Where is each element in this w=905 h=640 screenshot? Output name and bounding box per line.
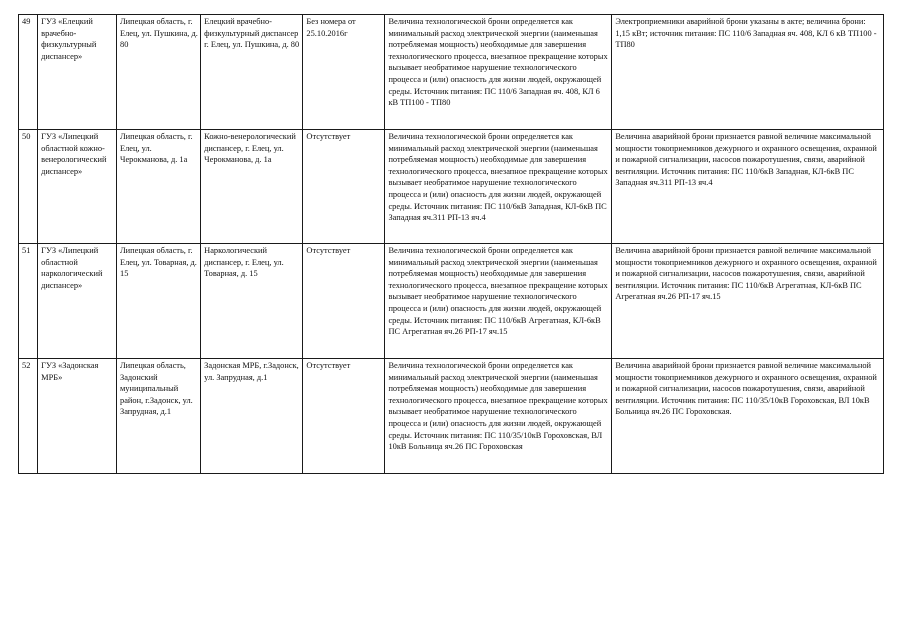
address-cell: Липецкая область, Задонский муниципальный район, г.Задонск, ул. Запрудная, д.1	[117, 359, 201, 474]
row-number-cell: 51	[19, 244, 38, 359]
act-cell: Без номера от 25.10.2016г	[303, 15, 385, 130]
technological-reserve-cell: Величина технологической брони определяется как минимальный расход электрической энергии (наименьшая потребляемая мощность) необходимые для завершения технологического процесса, внезапное прекращение которых вызывает необратимое нарушение технологического процесса и (или) опасность для жизни людей, окружающей среды. Источник питания: ПС 110/6кВ Западная, КЛ-6кВ ПС Западная яч.311 РП-13 яч.4	[385, 130, 612, 244]
emergency-reserve-cell: Величина аварийной брони признается равной величине максимальной мощности токоприемников дежурного и охранного освещения, охранной и пожарной сигнализации, насосов пожаротушения, связи, аварийной вентиляции. Источник питания: ПС 110/35/10кВ Гороховская, ВЛ 10кВ Больница яч.26 ПС Гороховская.	[612, 359, 884, 474]
address-cell: Липецкая область, г. Елец, ул. Пушкина, д. 80	[117, 15, 201, 130]
technological-reserve-cell: Величина технологической брони определяется как минимальный расход электрической энергии (наименьшая потребляемая мощность) необходимые для завершения технологического процесса, внезапное прекращение которых вызывает необратимое нарушение технологического процесса и (или) опасность для жизни людей, окружающей среды. Источник питания: ПС 110/6 Западная яч. 408, КЛ 6 кВ ТП100 - ТП80	[385, 15, 612, 130]
organization-cell: ГУЗ «Задонская МРБ»	[38, 359, 117, 474]
table-row	[19, 359, 884, 474]
address-cell: Липецкая область, г. Елец, ул. Черокманова, д. 1а	[117, 130, 201, 244]
reserve-table	[18, 14, 884, 474]
row-number-cell: 52	[19, 359, 38, 474]
organization-cell: ГУЗ «Елецкий врачебно-физкультурный диспансер»	[38, 15, 117, 130]
emergency-reserve-cell: Величина аварийной брони признается равной величине максимальной мощности токоприемников дежурного и охранного освещения, охранной и пожарной сигнализации, насосов пожаротушения, связи, аварийной вентиляции. Источник питания: ПС 110/6кВ Западная, КЛ-6кВ ПС Западная яч.311 РП-13 яч.4	[612, 130, 884, 244]
table-row	[19, 244, 884, 359]
table-row	[19, 130, 884, 244]
table-row	[19, 15, 884, 130]
act-cell: Отсутствует	[303, 244, 385, 359]
emergency-reserve-cell: Величина аварийной брони признается равной величине максимальной мощности токоприемников дежурного и охранного освещения, охранной и пожарной сигнализации, насосов пожаротушения, связи, аварийной вентиляции. Источник питания: ПС 110/6кВ Агрегатная, КЛ-6кВ ПС Агрегатная яч.26 РП-17 яч.15	[612, 244, 884, 359]
address-cell: Липецкая область, г. Елец, ул. Товарная, д. 15	[117, 244, 201, 359]
technological-reserve-cell: Величина технологической брони определяется как минимальный расход электрической энергии (наименьшая потребляемая мощность) необходимые для завершения технологического процесса, внезапное прекращение которых вызывает необратимое нарушение технологического процесса и (или) опасность для жизни людей, окружающей среды. Источник питания: ПС 110/6кВ Агрегатная, КЛ-6кВ ПС Агрегатная яч.26 РП-17 яч.15	[385, 244, 612, 359]
row-number-cell: 49	[19, 15, 38, 130]
emergency-reserve-cell: Электроприемники аварийной брони указаны в акте; величина брони: 1,15 кВт; источник питания: ПС 110/6 Западная яч. 408, КЛ 6 кВ ТП100 - ТП80	[612, 15, 884, 130]
object-cell: Задонская МРБ, г.Задонск, ул. Запрудная, д.1	[201, 359, 303, 474]
act-cell: Отсутствует	[303, 359, 385, 474]
object-cell: Кожно-венерологический диспансер, г. Елец, ул. Черокманова, д. 1а	[201, 130, 303, 244]
object-cell: Елецкий врачебно-физкультурный диспансер г. Елец, ул. Пушкина, д. 80	[201, 15, 303, 130]
organization-cell: ГУЗ «Липецкий областной кожно-венерологический диспансер»	[38, 130, 117, 244]
object-cell: Наркологический диспансер, г. Елец, ул. Товарная, д. 15	[201, 244, 303, 359]
act-cell: Отсутствует	[303, 130, 385, 244]
technological-reserve-cell: Величина технологической брони определяется как минимальный расход электрической энергии (наименьшая потребляемая мощность) необходимые для завершения технологического процесса, внезапное прекращение которых вызывает необратимое нарушение технологического процесса и (или) опасность для жизни людей, окружающей среды. Источник питания: ПС 110/35/10кВ Гороховская, ВЛ 10кВ Больница яч.26 ПС Гороховская	[385, 359, 612, 474]
row-number-cell: 50	[19, 130, 38, 244]
organization-cell: ГУЗ «Липецкий областной наркологический диспансер»	[38, 244, 117, 359]
